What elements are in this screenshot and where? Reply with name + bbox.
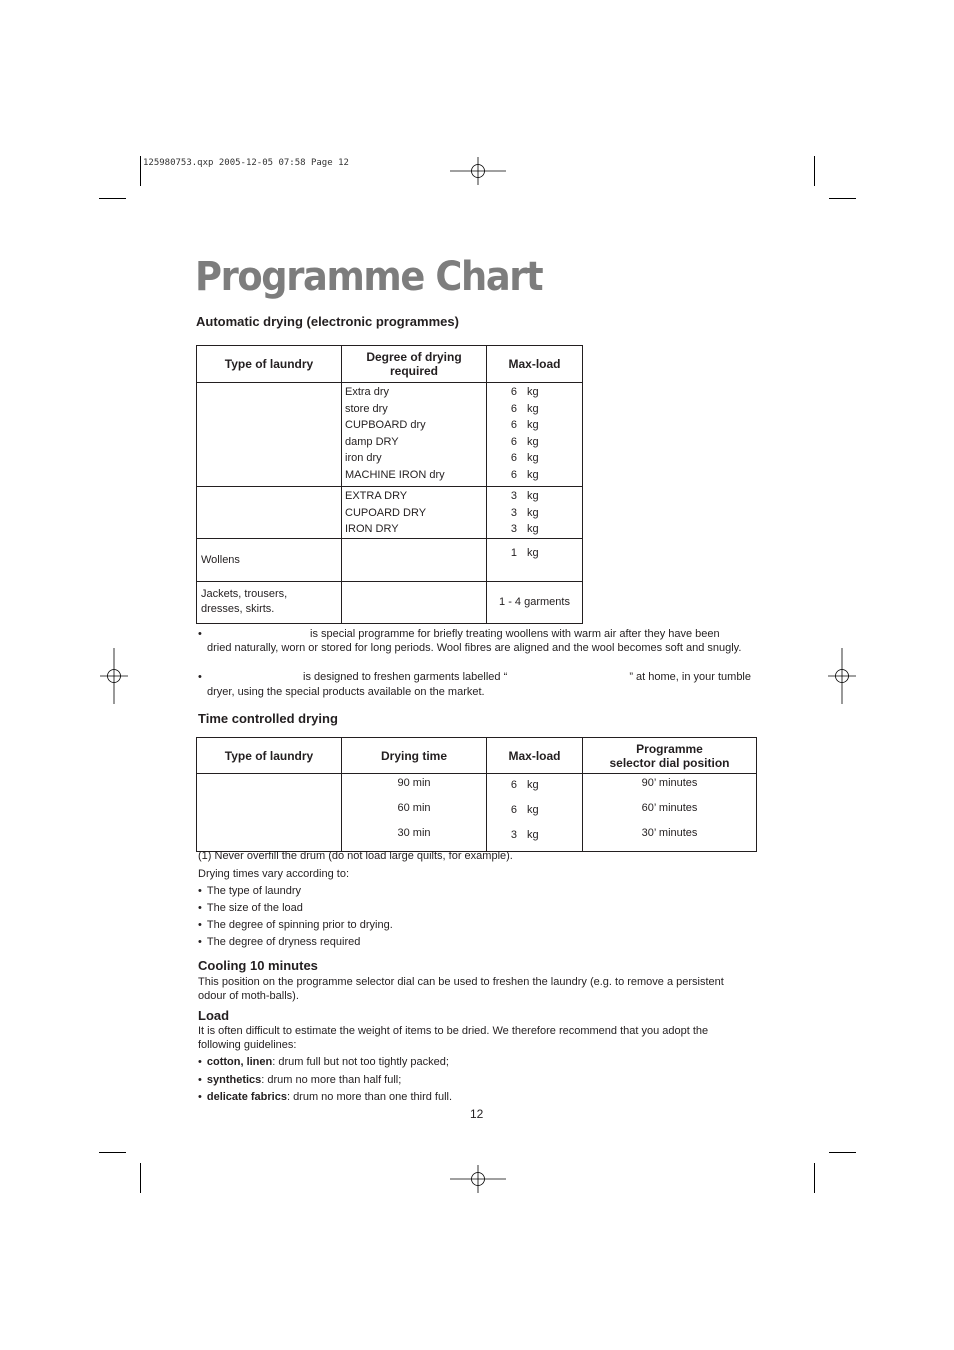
bullet: • [198, 1091, 202, 1103]
load-value: 6 [510, 452, 517, 465]
load-value: 6 [510, 804, 517, 816]
col-header-type: Type of laundry [197, 346, 342, 383]
col-header-dial: Programme selector dial position [583, 738, 757, 774]
degree-item: MACHINE IRON dry [345, 468, 445, 481]
load-value: 6 [510, 468, 517, 481]
list-item [198, 901, 393, 918]
note-woollens: • is special programme for briefly treating woollens with warm air after they have been dried naturally, worn or stored for long periods. Wool fibres are aligned and the wool becomes soft and snugly. [198, 628, 742, 654]
degree-item: CUPOARD DRY [345, 506, 427, 519]
col-header-time: Drying time [342, 738, 487, 774]
load-unit: kg [527, 804, 539, 816]
table-row [197, 581, 583, 623]
table-header-row [197, 346, 583, 383]
degree-item: iron dry [345, 452, 382, 465]
degree-item: Extra dry [345, 386, 390, 398]
list-item-desc: : drum full but not too tightly packed; [272, 1056, 449, 1068]
bullet: • [198, 628, 202, 640]
load-unit: kg [527, 490, 539, 502]
cell-type-wollens: Wollens [197, 538, 342, 581]
col-header-load: Max-load [487, 738, 583, 774]
load-unit: kg [527, 779, 539, 791]
note-freshen: • is designed to freshen garments labelled “ ” at home, in your tumble dryer, using the special products available on the market. [198, 671, 751, 698]
list-item [198, 884, 393, 901]
degree-item: IRON DRY [345, 523, 399, 536]
load-item [505, 434, 582, 451]
dial-position: 30’ minutes [641, 827, 698, 839]
load-item [505, 384, 582, 401]
degree-item: store dry [345, 402, 388, 415]
load-item [505, 826, 582, 851]
registration-mark-icon [100, 648, 128, 704]
list-item-term: synthetics [206, 1073, 262, 1086]
bullet: • [198, 885, 202, 897]
cell-load-jackets: 1 - 4 garments [487, 581, 583, 623]
page-title: Programme Chart [195, 254, 543, 300]
list-item-text: The degree of dryness required [206, 936, 361, 948]
print-slug: 125980753.qxp 2005-12-05 07:58 Page 12 [143, 158, 349, 168]
col-header-degree: Degree of drying required [342, 346, 487, 383]
dial-position: 90’ minutes [641, 777, 698, 789]
list-item-text: The size of the load [206, 902, 303, 914]
load-item [505, 801, 582, 826]
load-unit: kg [527, 506, 539, 519]
load-item [505, 521, 582, 538]
load-value: 6 [510, 386, 517, 398]
cell-load-wollens: 1 kg [487, 538, 583, 581]
table-row [197, 774, 757, 852]
load-item [505, 450, 582, 467]
list-item-term: delicate fabrics [206, 1091, 287, 1103]
load-unit: kg [527, 435, 539, 448]
vary-intro: Drying times vary according to: [198, 868, 349, 880]
degree-item: damp DRY [345, 435, 399, 448]
bullet: • [198, 919, 202, 931]
load-unit: kg [527, 452, 539, 465]
load-item [505, 505, 582, 522]
list-item [198, 935, 393, 952]
bullet: • [198, 1056, 202, 1068]
col-header-type: Type of laundry [197, 738, 342, 774]
bullet: • [198, 902, 202, 914]
cooling-heading: Cooling 10 minutes [198, 958, 318, 973]
time-drying-table [196, 737, 757, 852]
degree-item: CUPBOARD dry [345, 419, 426, 432]
degree-item: EXTRA DRY [345, 490, 408, 502]
load-value: 3 [510, 490, 517, 502]
list-item-text: The degree of spinning prior to drying. [206, 919, 393, 931]
load-value: 3 [510, 506, 517, 519]
list-item [198, 1073, 452, 1091]
load-value: 3 [510, 523, 517, 536]
list-item-text: The type of laundry [206, 885, 302, 897]
load-unit: kg [527, 468, 539, 481]
load-value: 6 [510, 402, 517, 415]
load-unit: kg [527, 419, 539, 432]
load-heading: Load [198, 1008, 230, 1023]
load-item [505, 417, 582, 434]
load-list [198, 1055, 452, 1108]
bullet: • [198, 1073, 202, 1086]
time-drying-heading: Time controlled drying [198, 711, 338, 726]
load-unit: kg [527, 386, 539, 398]
load-item [505, 776, 582, 801]
load-value: 6 [510, 419, 517, 432]
dial-position: 60’ minutes [641, 802, 698, 814]
registration-mark-icon [450, 157, 506, 185]
list-item [198, 1090, 452, 1108]
list-item-desc: : drum no more than one third full. [286, 1091, 453, 1103]
load-unit: kg [527, 402, 539, 415]
drying-time: 90 min [397, 777, 431, 789]
page-number: 12 [470, 1107, 484, 1121]
load-value: 6 [510, 435, 517, 448]
load-item [505, 467, 582, 484]
vary-list [198, 884, 393, 952]
load-unit: kg [527, 523, 539, 536]
list-item [198, 1055, 452, 1073]
col-header-load: Max-load [487, 346, 583, 383]
list-item [198, 918, 393, 935]
table-row [197, 487, 583, 539]
list-item-desc: : drum no more than half full; [261, 1073, 402, 1086]
load-item [505, 488, 582, 505]
load-text: It is often difficult to estimate the weight of items to be dried. We therefore recommend that you adopt the following guidelines: [198, 1025, 709, 1051]
load-value: 6 [510, 779, 517, 791]
drying-time: 60 min [397, 802, 431, 814]
bullet: • [198, 671, 202, 683]
auto-drying-heading: Automatic drying (electronic programmes) [196, 314, 459, 329]
footnote: (1) Never overfill the drum (do not load large quilts, for example). [198, 850, 513, 862]
auto-drying-table [196, 345, 583, 624]
load-value: 3 [510, 829, 517, 841]
table-header-row [197, 738, 757, 774]
table-row [197, 383, 583, 487]
load-unit: kg [527, 829, 539, 841]
list-item-term: cotton, linen [206, 1056, 273, 1068]
drying-time: 30 min [397, 827, 431, 839]
cell-type-jackets: Jackets, trousers, dresses, skirts. [197, 581, 342, 623]
cooling-text: This position on the programme selector dial can be used to freshen the laundry (e.g. to remove a persistent odour of moth-balls). [198, 976, 724, 1002]
load-item [505, 401, 582, 418]
registration-mark-icon [450, 1165, 506, 1193]
bullet: • [198, 936, 202, 948]
table-row [197, 538, 583, 581]
registration-mark-icon [828, 648, 856, 704]
